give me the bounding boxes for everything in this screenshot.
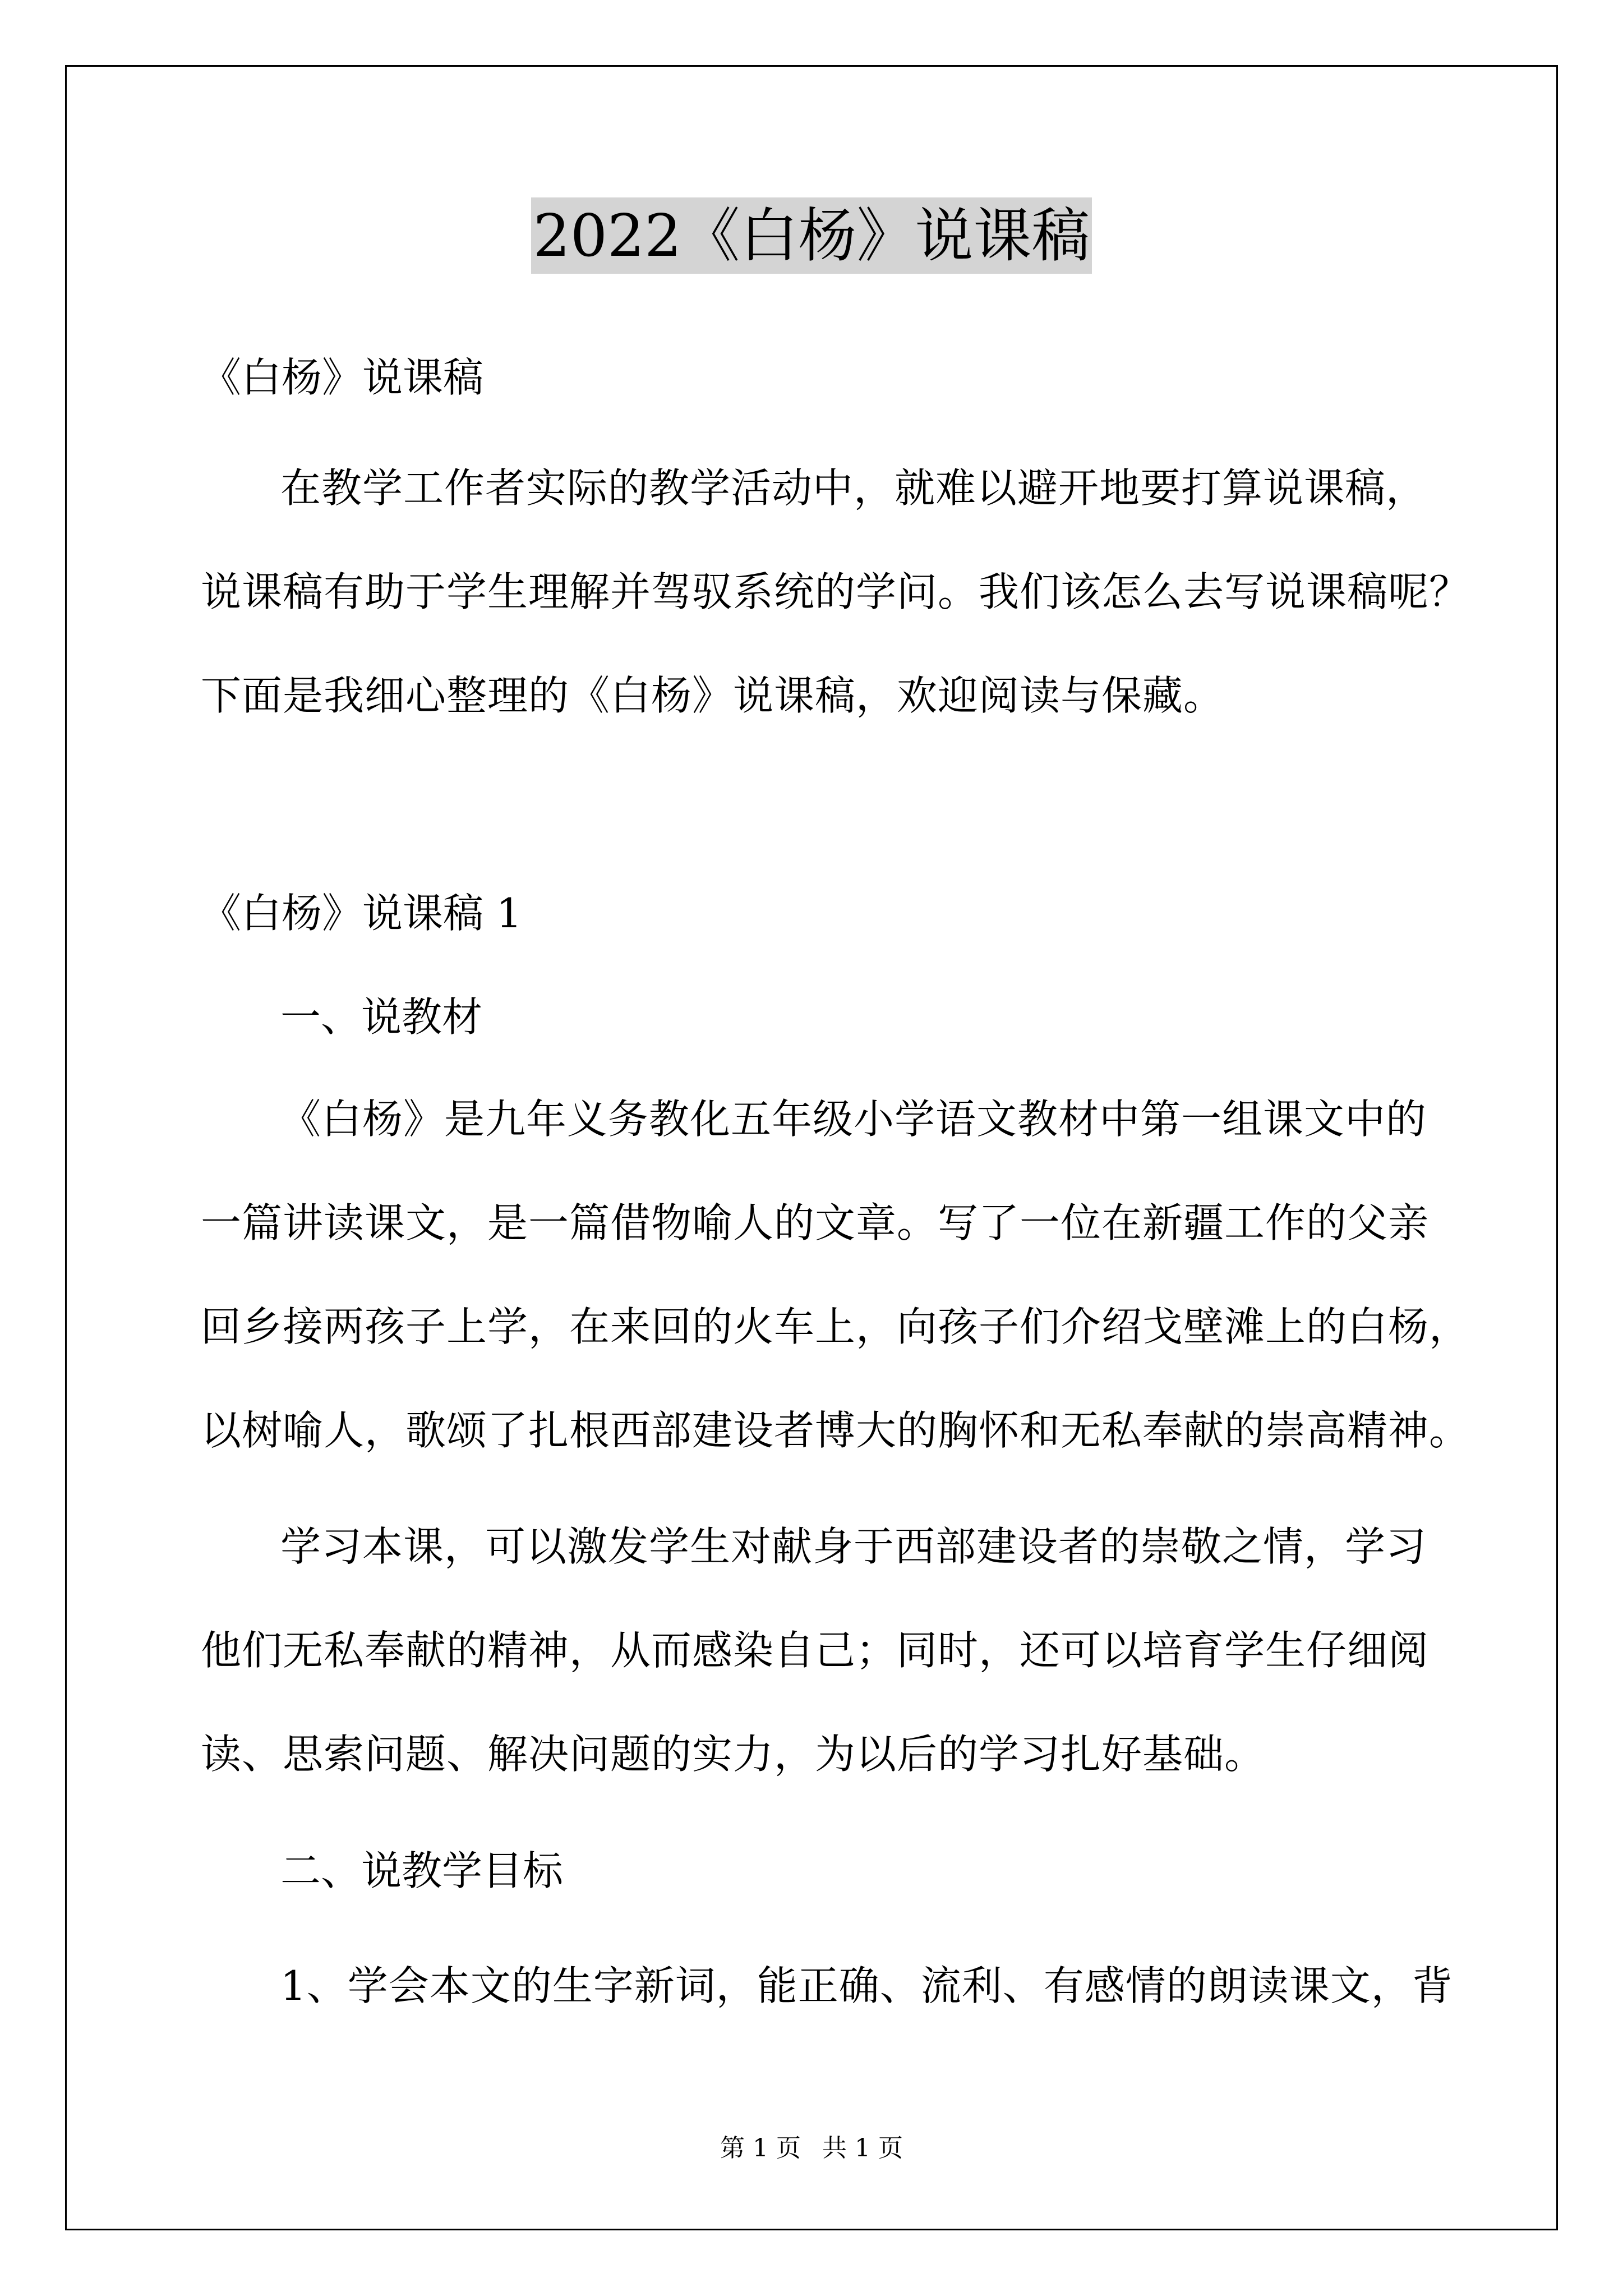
page-number: 第 1 页 xyxy=(720,2134,801,2162)
heading-teaching-material: 一、说教材 xyxy=(280,993,483,1041)
para-1-line-4: 以树喻人，歌颂了扎根西部建设者博大的胸怀和无私奉献的崇高精神。 xyxy=(201,1407,1470,1454)
page-total: 共 1 页 xyxy=(822,2134,903,2162)
document-subtitle: 《白杨》说课稿 xyxy=(201,354,484,401)
para-2-line-3: 读、思索问题、解决问题的实力，为以后的学习扎好基础。 xyxy=(201,1731,1266,1778)
para-2-line-1: 学习本课，可以激发学生对献身于西部建设者的崇敬之情，学习 xyxy=(280,1523,1427,1570)
intro-line-3: 下面是我细心整理的《白杨》说课稿，欢迎阅读与保藏。 xyxy=(201,672,1225,719)
page-footer xyxy=(0,2132,1623,2165)
para-1-line-1: 《白杨》是九年义务教化五年级小学语文教材中第一组课文中的 xyxy=(280,1096,1427,1143)
para-2-line-2: 他们无私奉献的精神，从而感染自己；同时，还可以培育学生仔细阅 xyxy=(201,1627,1430,1674)
section-title: 《白杨》说课稿 1 xyxy=(201,890,522,937)
intro-line-1: 在教学工作者实际的教学活动中，就难以避开地要打算说课稿， xyxy=(280,464,1427,512)
goal-item-1: 1、学会本文的生字新词，能正确、流利、有感情的朗读课文，背 xyxy=(280,1962,1453,2009)
document-title: 2022《白杨》说课稿 xyxy=(531,197,1092,274)
para-1-line-3: 回乡接两孩子上学，在来回的火车上，向孩子们介绍戈壁滩上的白杨， xyxy=(201,1303,1470,1350)
para-1-line-2: 一篇讲读课文，是一篇借物喻人的文章。写了一位在新疆工作的父亲 xyxy=(201,1199,1430,1246)
title-container xyxy=(0,197,1623,274)
heading-teaching-goals: 二、说教学目标 xyxy=(280,1847,564,1894)
intro-line-2: 说课稿有助于学生理解并驾驭系统的学问。我们该怎么去写说课稿呢？ xyxy=(201,568,1470,615)
